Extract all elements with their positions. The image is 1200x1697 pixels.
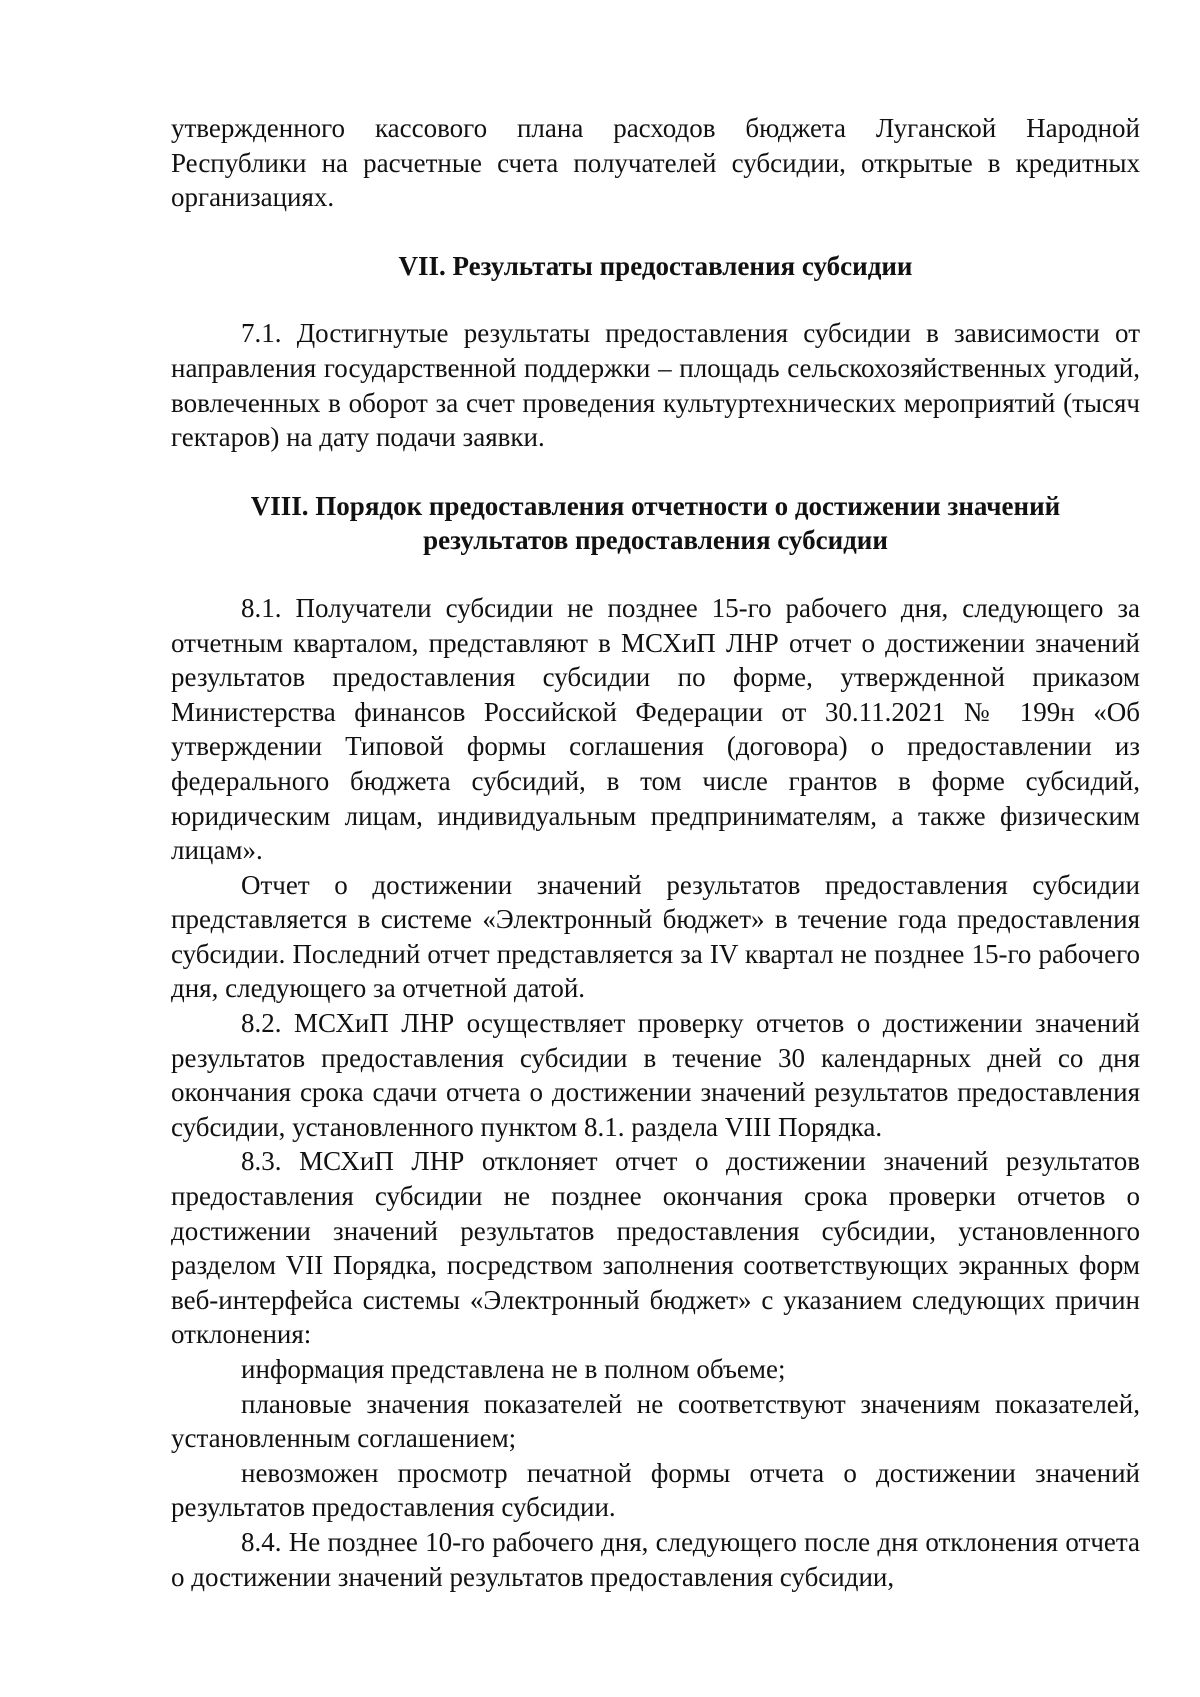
paragraph-8-1-report: Отчет о достижении значений результатов предоставления субсидии представляется в системе «Электронный бюджет» в течение года предоставления субсидии. Последний отчет представляется за IV квартал не позднее 15-го рабочего дня, следующего за отчетной датой. [171, 869, 1140, 1004]
continuation-paragraph: утвержденного кассового плана расходов бюджета Луганской Народной Республики на расчетные счета получателей субсидии, открытые в кредитных организациях. [171, 113, 1140, 213]
section-7-heading: VII. Результаты предоставления субсидии [398, 250, 913, 281]
spacer [171, 558, 1140, 591]
spacer [171, 455, 1140, 489]
paragraph-8-3: 8.3. МСХиП ЛНР отклоняет отчет о достижении значений результатов предоставления субсидии не позднее окончания срока проверки отчетов о достижении значений результатов предоставления субсидии, установленного разделом VII Порядка, посредством заполнения соответствующих экранных форм веб-интерфейса системы «Электронный бюджет» с указанием следующих причин отклонения: [171, 1146, 1140, 1350]
rejection-reason-1: информация представлена не в полном объеме; [241, 1354, 786, 1384]
rejection-reason-2: плановые значения показателей не соответствуют значениям показателей, установленным соглашением; [171, 1388, 1140, 1454]
paragraph-8-4: 8.4. Не позднее 10-го рабочего дня, следующего после дня отклонения отчета о достижении значений результатов предоставления субсидии, [171, 1526, 1140, 1592]
spacer [171, 283, 1140, 316]
document-body [171, 111, 1140, 1594]
section-8-heading [171, 489, 1140, 558]
paragraph-8-2: 8.2. МСХиП ЛНР осуществляет проверку отчетов о достижении значений результатов предоставления субсидии в течение 30 календарных дней со дня окончания срока сдачи отчета о достижении значений результатов предоставления субсидии, установленного пунктом 8.1. раздела VIII Порядка. [171, 1008, 1140, 1142]
paragraph-8-1: 8.1. Получатели субсидии не позднее 15-го рабочего дня, следующего за отчетным кварталом, представляют в МСХиП ЛНР отчет о достижении значений результатов предоставления субсидии по форме, утвержденной приказом Министерства финансов Российской Федерации от 30.11.2021 № 199н «Об утверждении Типовой формы соглашения (договора) о предоставлении из федерального бюджета субсидий, в том числе грантов в форме субсидий, юридическим лицам, индивидуальным предпринимателям, а также физическим лицам». [171, 592, 1140, 866]
section-8-heading-line-2: результатов предоставления субсидии [423, 525, 888, 556]
section-8-heading-line-1: VIII. Порядок предоставления отчетности о достижении значений [250, 490, 1061, 521]
paragraph-7-1: 7.1. Достигнутые результаты предоставления субсидии в зависимости от направления государственной поддержки – площадь сельскохозяйственных угодий, вовлеченных в оборот за счет проведения культуртехнических мероприятий (тысяч гектаров) на дату подачи заявки. [171, 318, 1140, 453]
rejection-reason-3: невозможен просмотр печатной формы отчета о достижении значений результатов предоставления субсидии. [171, 1457, 1140, 1523]
spacer [171, 215, 1140, 249]
